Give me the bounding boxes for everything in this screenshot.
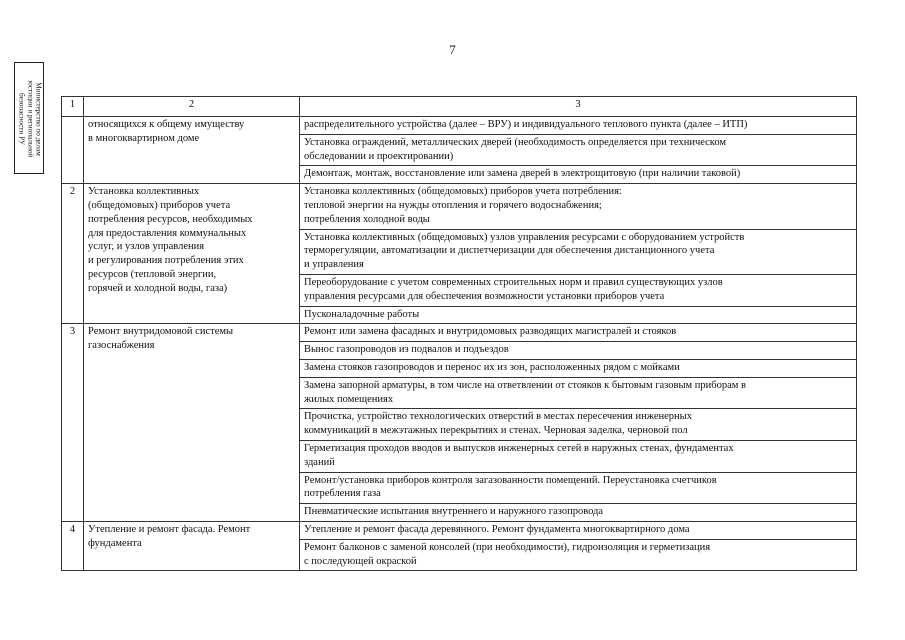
work-item-line: Пневматические испытания внутреннего и наружного газопровода (304, 506, 604, 518)
section-number: 2 (62, 184, 84, 324)
section-title-line: для предоставления коммунальных (88, 227, 247, 239)
section-title-line: относящихся к общему имуществу (88, 119, 245, 130)
section-title-line: Утепление и ремонт фасада. Ремонт (88, 523, 251, 535)
section-number (62, 117, 84, 184)
header-cell-3: 3 (300, 97, 857, 117)
work-item (300, 134, 857, 166)
section-title-line: газоснабжения (88, 340, 155, 352)
section-title-line: (общедомовых) приборов учета (88, 199, 231, 211)
work-item-line: Утепление и ремонт фасада деревянного. Ремонт фундамента многоквартирного дома (304, 523, 690, 535)
work-item (300, 306, 857, 324)
work-item-line: Ремонт балконов с заменой консолей (при необходимости), гидроизоляция и герметизация (304, 541, 711, 553)
table-header-row (62, 97, 857, 117)
work-item-line: потребления холодной воды (304, 213, 430, 225)
section-title-line: в многоквартирном доме (88, 132, 200, 144)
work-item-line: Переоборудование с учетом современных строительных норм и правил существующих узлов (304, 276, 723, 288)
header-cell-2: 2 (84, 97, 300, 117)
work-item-line: коммуникаций в межэтажных перекрытиях и стенах. Черновая заделка, черновой пол (304, 425, 688, 437)
work-item-line: обследовании и проектировании) (304, 150, 454, 162)
section-title (84, 521, 300, 570)
stamp-line: юстиции и региональной (26, 80, 35, 158)
work-item (300, 117, 857, 135)
work-item (300, 184, 857, 229)
work-item-line: с последующей окраской (304, 555, 417, 567)
work-item-line: управления ресурсами для обеспечения возможности установки приборов учета (304, 290, 665, 302)
work-item-line: Установка ограждений, металлических дверей (необходимость определяется при техническом (304, 136, 727, 148)
work-item (300, 342, 857, 360)
work-item-line: Прочистка, устройство технологических отверстий в местах пересечения инженерных (304, 411, 692, 423)
work-item-line: жилых помещениях (304, 393, 394, 405)
section-title-line: горячей и холодной воды, газа) (88, 282, 228, 294)
header-cell-1: 1 (62, 97, 84, 117)
work-item-line: Замена запорной арматуры, в том числе на ответвлении от стояков к бытовым газовым приборам в (304, 379, 747, 391)
section-title (84, 117, 300, 184)
work-item-line: Установка коллективных (общедомовых) приборов учета потребления: (304, 186, 622, 198)
work-item-line: Пусконаладочные работы (304, 308, 420, 320)
works-table-body (62, 97, 857, 571)
section-title-line: услуг, и узлов управления (88, 241, 205, 253)
work-item-line: терморегуляции, автоматизации и диспетчеризации для обеспечения дистанционного учета (304, 245, 715, 257)
stamp-text (17, 65, 42, 173)
work-item-line: и управления (304, 259, 364, 271)
work-item (300, 166, 857, 184)
work-item (300, 504, 857, 522)
work-item (300, 472, 857, 504)
work-item-line: потребления газа (304, 488, 381, 500)
section-number: 4 (62, 521, 84, 570)
table-row (62, 521, 857, 539)
work-item (300, 274, 857, 306)
work-item-line: Вынос газопроводов из подвалов и подъездов (304, 344, 509, 356)
section-title-line: и регулирования потребления этих (88, 255, 244, 267)
section-title-line: Ремонт внутридомовой системы (88, 326, 234, 338)
table-row (62, 184, 857, 229)
work-item-line: Ремонт/установка приборов контроля загазованности помещений. Переустановка счетчиков (304, 474, 717, 486)
work-item (300, 324, 857, 342)
section-title-line: ресурсов (тепловой энергии, (88, 268, 217, 280)
table-row (62, 324, 857, 342)
work-item-line: распределительного устройства (далее – ВРУ) и индивидуального теплового пункта (далее – ИТП) (304, 119, 748, 130)
works-table (61, 96, 857, 571)
stamp-line: безопасности РУ (17, 93, 26, 145)
stamp-line: Министерство по делам (34, 82, 43, 156)
work-item-line: тепловой энергии на нужды отопления и горячего водоснабжения; (304, 199, 602, 211)
table-row (62, 117, 857, 135)
work-item (300, 409, 857, 441)
work-item (300, 521, 857, 539)
work-item-line: Демонтаж, монтаж, восстановление или замена дверей в электрощитовую (при наличии таковой) (304, 168, 741, 180)
work-item-line: Герметизация проходов вводов и выпусков инженерных сетей в наружных стенах, фундаментах (304, 442, 734, 454)
section-title-line: потребления ресурсов, необходимых (88, 213, 253, 225)
section-title-line: Установка коллективных (88, 186, 200, 198)
work-item (300, 539, 857, 571)
work-item (300, 377, 857, 409)
section-number: 3 (62, 324, 84, 522)
work-item (300, 359, 857, 377)
work-item (300, 440, 857, 472)
work-item-line: Ремонт или замена фасадных и внутридомовых разводящих магистралей и стояков (304, 326, 677, 338)
section-title-line: фундамента (88, 537, 142, 549)
registration-stamp (14, 62, 44, 174)
work-item-line: Замена стояков газопроводов и перенос их из зон, расположенных рядом с мойками (304, 361, 680, 373)
work-item-line: Установка коллективных (общедомовых) узлов управления ресурсами с оборудованием устройств (304, 231, 745, 243)
work-item-line: зданий (304, 456, 335, 468)
work-item (300, 229, 857, 274)
section-title (84, 324, 300, 522)
page-number: 7 (449, 42, 456, 57)
section-title (84, 184, 300, 324)
